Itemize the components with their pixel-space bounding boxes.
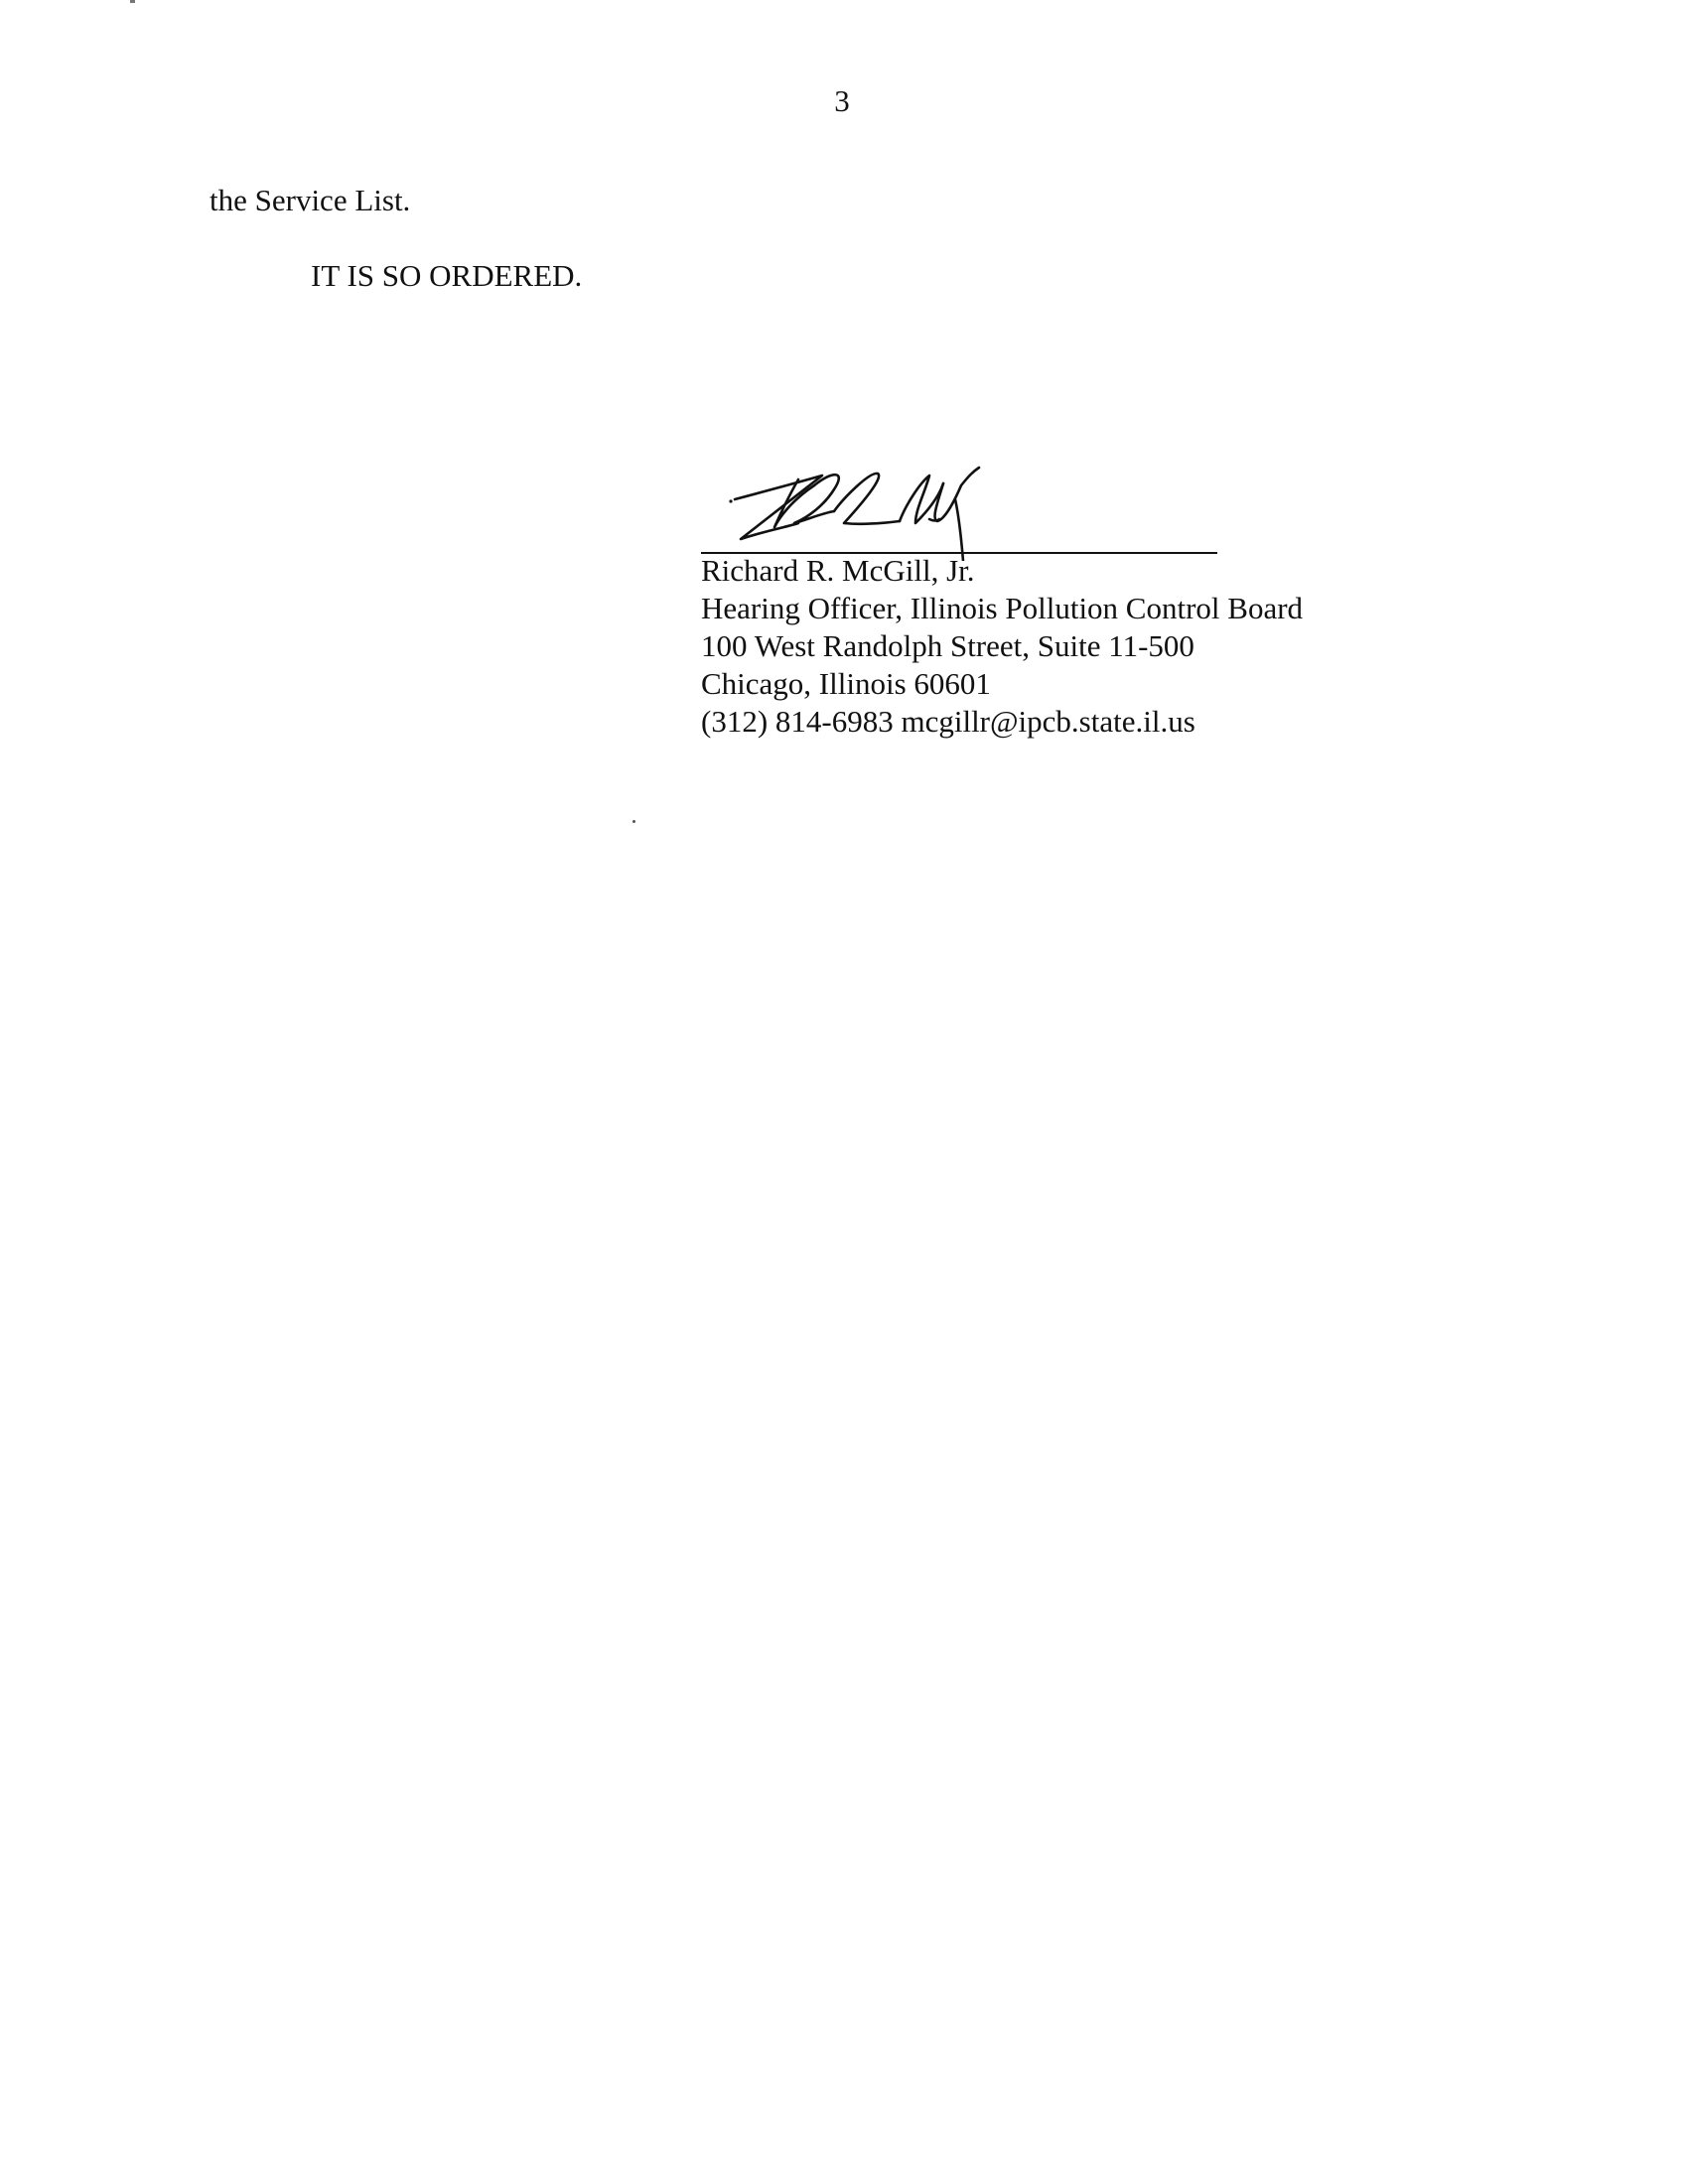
city-line: Chicago, Illinois 60601: [701, 666, 991, 701]
signature-block: [701, 552, 1303, 741]
handwritten-signature: [695, 462, 1231, 561]
scan-speck: [632, 820, 635, 823]
continuation-text: the Service List.: [210, 183, 411, 217]
contact-line: (312) 814-6983 mcgillr@ipcb.state.il.us: [701, 704, 1195, 739]
page-number: 3: [834, 83, 850, 118]
signer-title: Hearing Officer, Illinois Pollution Control Board: [701, 591, 1304, 625]
order-statement: IT IS SO ORDERED.: [311, 258, 583, 293]
scan-artifact: [130, 0, 135, 3]
signer-name: Richard R. McGill, Jr.: [701, 553, 975, 588]
address-line: 100 West Randolph Street, Suite 11-500: [701, 628, 1194, 663]
